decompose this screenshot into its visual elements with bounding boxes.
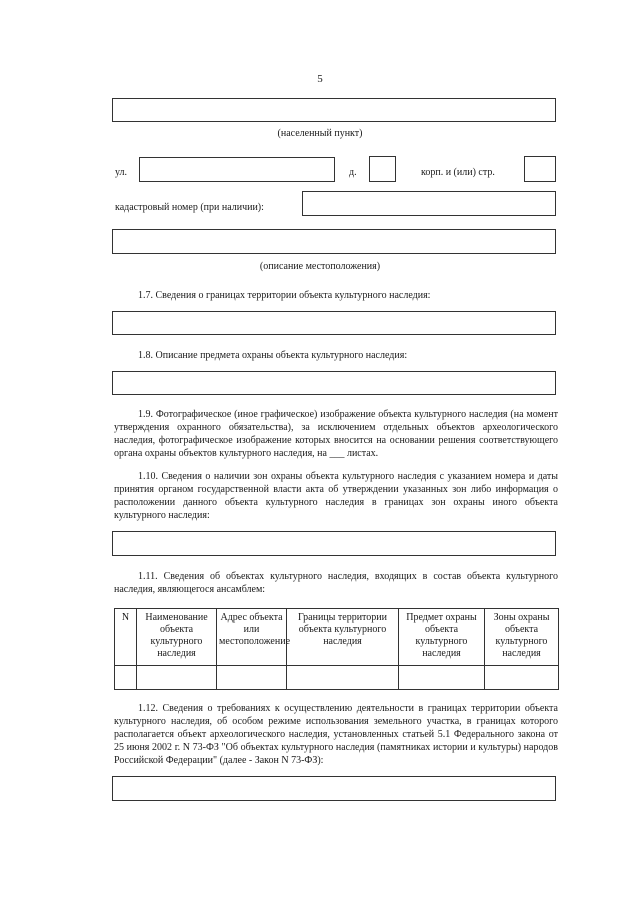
protection-zones-field[interactable]	[112, 531, 556, 556]
col-header-number: N	[115, 609, 137, 666]
col-header-protection-subject: Предмет охраны объекта культурного наследия	[399, 609, 485, 666]
settlement-caption: (населенный пункт)	[277, 128, 363, 139]
cadastral-label: кадастровый номер (при наличии):	[115, 202, 264, 213]
section-1-12-text: 1.12. Сведения о требованиях к осуществлению деятельности в границах территории объекта культурного наследия, об особом режиме использования земельного участка, в границах которого располагается объект археологического наследия, установленных статьей 5.1 Федерального закона от 25 июня 2002 г. N 73-ФЗ "Об объектах культурного наследия (памятниках истории и культуры) народов Российской Федерации" (далее - Закон N 73-ФЗ):	[114, 703, 558, 766]
section-1-7-heading: 1.7. Сведения о границах территории объекта культурного наследия:	[138, 290, 431, 301]
street-label: ул.	[115, 167, 128, 178]
col-header-boundaries: Границы территории объекта культурного наследия	[287, 609, 399, 666]
section-1-9-text: 1.9. Фотографическое (иное графическое) изображение объекта культурного наследия (на момент утверждения охранного обязательства), за исключением отдельных объектов археологического наследия, фотографическое изображение которых вносится на основании решения соответствующего органа охраны объектов культурного наследия, на ___ листах.	[114, 409, 558, 459]
table-cell[interactable]	[287, 666, 399, 690]
location-caption: (описание местоположения)	[259, 261, 381, 272]
page-number: 5	[317, 73, 323, 85]
building-field[interactable]	[524, 156, 556, 182]
house-field[interactable]	[369, 156, 396, 182]
col-header-name: Наименование объекта культурного наследия	[137, 609, 217, 666]
territory-boundaries-field[interactable]	[112, 311, 556, 335]
house-label: д.	[349, 167, 357, 178]
section-1-11-text: 1.11. Сведения об объектах культурного наследия, входящих в состав объекта культурного наследия, являющегося ансамблем:	[114, 571, 558, 595]
table-cell[interactable]	[137, 666, 217, 690]
table-cell[interactable]	[485, 666, 559, 690]
table-header-row	[115, 609, 559, 666]
cadastral-field[interactable]	[302, 191, 556, 216]
table-cell[interactable]	[115, 666, 137, 690]
settlement-field[interactable]	[112, 98, 556, 122]
table-cell[interactable]	[399, 666, 485, 690]
col-header-address: Адрес объекта или местоположение	[217, 609, 287, 666]
section-1-10-text: 1.10. Сведения о наличии зон охраны объекта культурного наследия с указанием номера и даты принятия органом государственной власти акта об утверждении указанных зон либо информация о расположении данного объекта культурного наследия в границах зон охраны иного объекта культурного наследия:	[114, 471, 558, 521]
ensemble-objects-table	[114, 608, 559, 690]
section-1-8-heading: 1.8. Описание предмета охраны объекта культурного наследия:	[138, 350, 408, 361]
col-header-protection-zones: Зоны охраны объекта культурного наследия	[485, 609, 559, 666]
location-field[interactable]	[112, 229, 556, 254]
activity-requirements-field[interactable]	[112, 776, 556, 801]
protection-subject-field[interactable]	[112, 371, 556, 395]
table-cell[interactable]	[217, 666, 287, 690]
street-field[interactable]	[139, 157, 335, 182]
building-label: корп. и (или) стр.	[421, 167, 495, 178]
table-row	[115, 666, 559, 690]
